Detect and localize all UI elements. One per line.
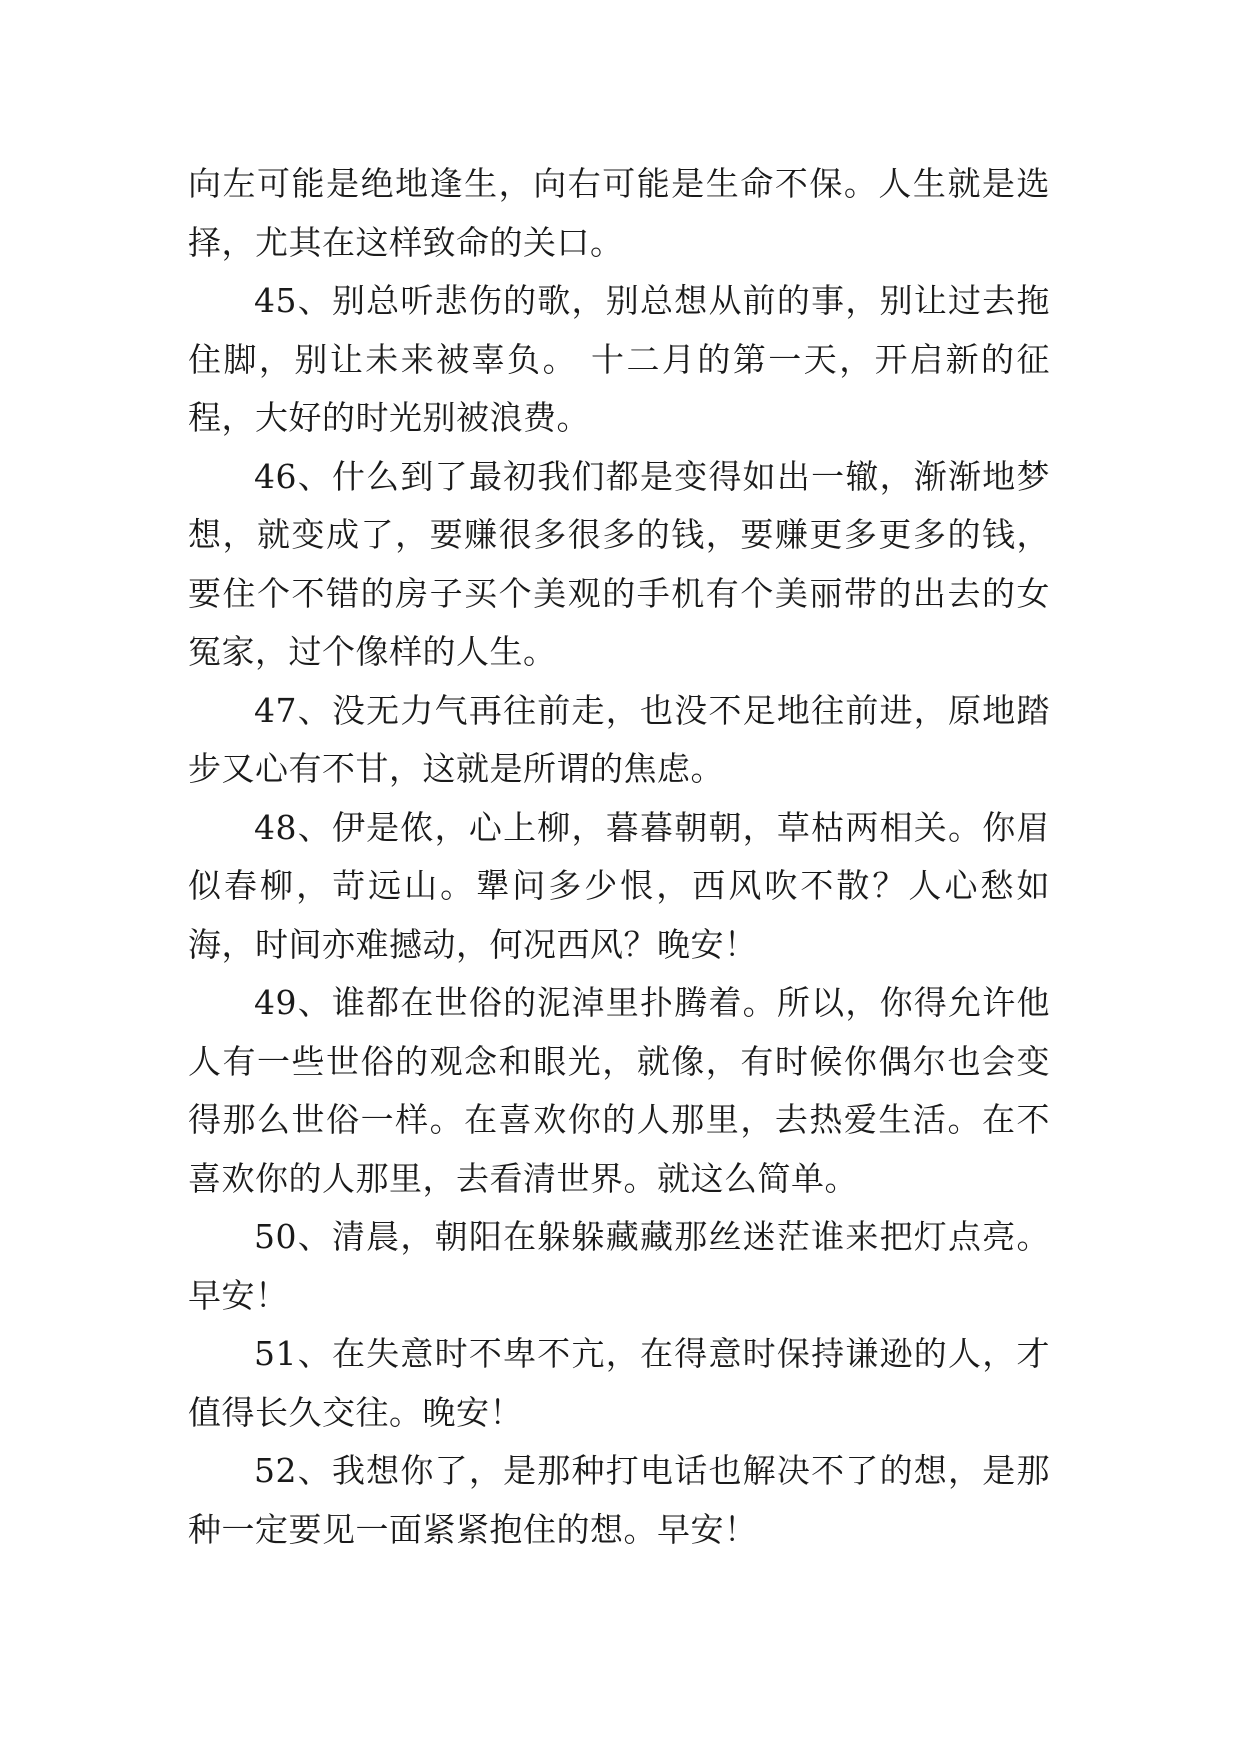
paragraph-47: 47、没无力气再往前走，也没不足地往前进，原地踏步又心有不甘，这就是所谓的焦虑。 xyxy=(188,690,1050,788)
document-body xyxy=(188,155,1050,1559)
paragraph-52: 52、我想你了，是那种打电话也解决不了的想，是那种一定要见一面紧紧抱住的想。早安！ xyxy=(188,1451,1050,1549)
paragraph-50: 50、清晨，朝阳在躲躲藏藏那丝迷茫谁来把灯点亮。早安！ xyxy=(188,1217,1050,1315)
paragraph-49: 49、谁都在世俗的泥淖里扑腾着。所以，你得允许他人有一些世俗的观念和眼光，就像，有时候你偶尔也会变得那么世俗一样。在喜欢你的人那里，去热爱生活。在不喜欢你的人那里，去看清世界。就这么简单。 xyxy=(188,983,1050,1198)
paragraph-46: 46、什么到了最初我们都是变得如出一辙，渐渐地梦想，就变成了，要赚很多很多的钱，要赚更多更多的钱，要住个不错的房子买个美观的手机有个美丽带的出去的女冤家，过个像样的人生。 xyxy=(188,456,1050,671)
paragraph-45: 45、别总听悲伤的歌，别总想从前的事，别让过去拖住脚，别让未来被辜负。 十二月的第一天，开启新的征程，大好的时光别被浪费。 xyxy=(188,281,1050,437)
paragraph-continuation: 向左可能是绝地逢生，向右可能是生命不保。人生就是选择，尤其在这样致命的关口。 xyxy=(188,164,1050,262)
paragraph-48: 48、伊是侬，心上柳，暮暮朝朝，草枯两相关。你眉似春柳，苛远山。犟问多少恨，西风吹不散？人心愁如海，时间亦难撼动，何况西风？晚安！ xyxy=(188,807,1050,964)
paragraph-51: 51、在失意时不卑不亢，在得意时保持谦逊的人，才值得长久交往。晚安！ xyxy=(188,1334,1050,1432)
